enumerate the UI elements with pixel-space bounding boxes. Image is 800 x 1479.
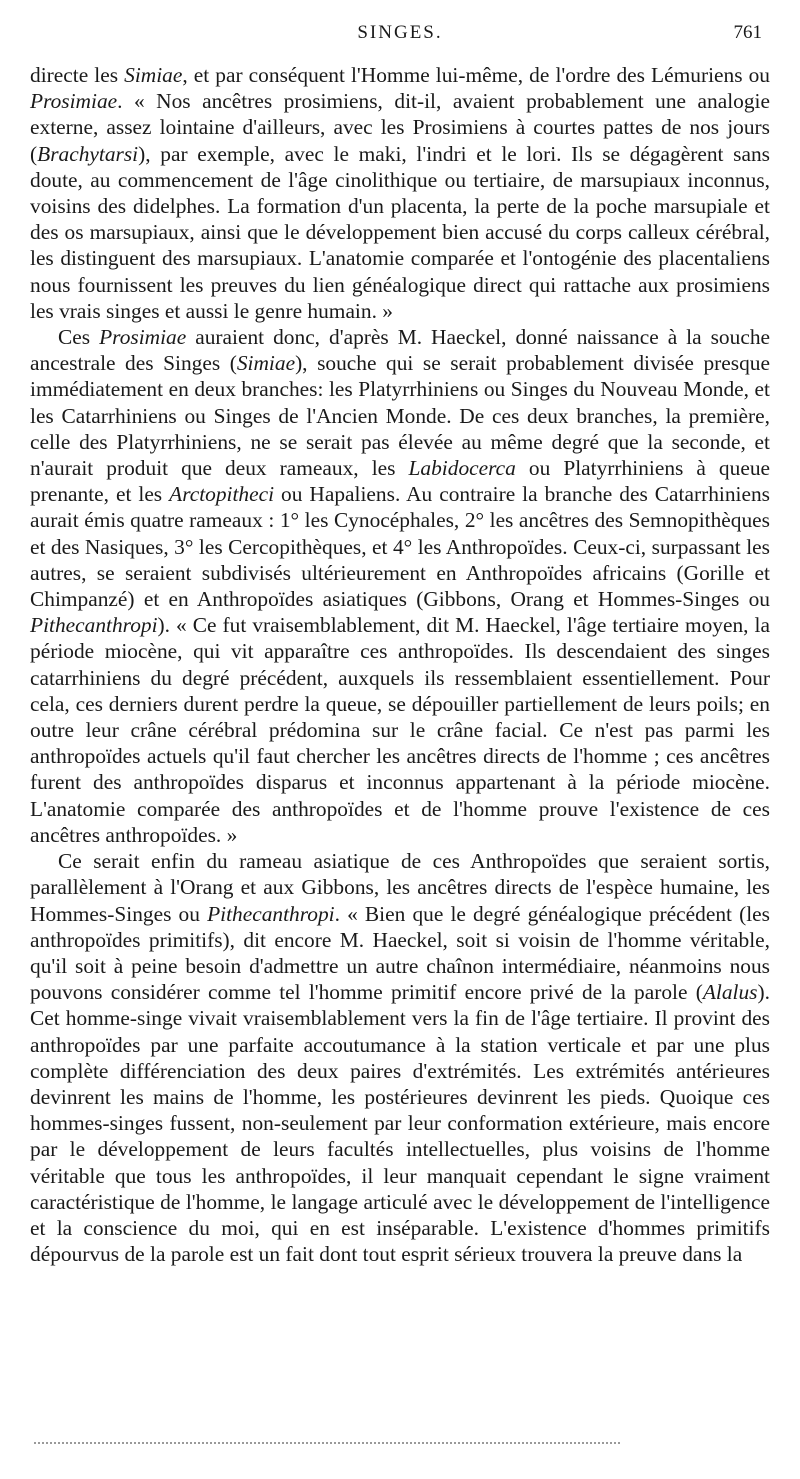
text-run: , et par conséquent l'Homme lui-même, de l'ordre des Lémuriens ou [182, 63, 770, 87]
italic-term: Prosimiae [30, 89, 118, 114]
paragraph [30, 848, 770, 1267]
paragraph [30, 62, 770, 324]
book-page [30, 22, 770, 1267]
body-text [30, 62, 770, 1267]
italic-term: Labidocerca [408, 456, 516, 481]
italic-term: Pithecanthropi [30, 613, 158, 638]
text-run: ). Cet homme-singe vivait vraisemblablement vers la fin de l'âge tertiaire. Il provint des anthropoïdes par une parfaite accoutumance à la station verticale et par une plus complète différenciation des deux paires d'extrémités. Les extrémités antérieures devinrent les mains de l'homme, les postérieures devinrent les pieds. Quoique ces hommes-singes fussent, non-seulement par leur conformation extérieure, mais encore par le développement de leurs facultés intellectuelles, plus voisins de l'homme véritable que tous les anthropoïdes, il leur manquait cependant le signe vraiment caractéristique de l'homme, le langage articulé avec le développement de l'intelligence et la conscience du moi, qui en est inséparable. L'existence d'hommes primitifs dépourvus de la parole est un fait dont tout esprit sérieux trouvera la preuve dans la [30, 980, 770, 1267]
footer-rule [34, 1442, 620, 1444]
running-head [30, 22, 770, 52]
italic-term: Simiae [124, 63, 183, 87]
italic-term: Arctopitheci [169, 482, 275, 507]
italic-term: Prosimiae [99, 325, 187, 350]
text-run: ou Hapaliens. Au contraire la branche des Catarrhiniens aurait émis quatre rameaux : 1° les Cynocéphales, 2° les ancêtres des Semnopithèques et des Nasiques, 3° les Cercopithèques, et 4° les Anthropoïdes. Ceux-ci, surpassant les autres, se seraient subdivisés ultérieurement en Anthropoïdes africains (Gorille et Chimpanzé) et en Anthropoïdes asiatiques (Gibbons, Orang et Hommes-Singes ou [30, 482, 770, 612]
text-run: ou Platyrrhiniens à queue prenante, et les [30, 456, 771, 507]
text-run: . « Bien que le degré généalogique précédent (les anthropoïdes primitifs), dit encore M. Haeckel, soit si voisin de l'homme véritable, qu'il soit à peine besoin d'admettre un autre chaînon intermédiaire, néanmoins nous pouvons considérer comme tel l'homme primitif encore privé de la parole ( [30, 901, 770, 1005]
italic-term: Pithecanthropi [207, 901, 335, 926]
page-number: 761 [733, 22, 762, 43]
running-title: SINGES. [357, 22, 443, 43]
text-run: directe les [30, 63, 125, 87]
text-run: . « Nos ancêtres prosimiens, dit-il, avaient probablement une analogie externe, assez lointaine d'ailleurs, avec les Prosimiens à courtes pattes de nos jours ( [30, 89, 770, 166]
text-run: Ce serait enfin du rameau asiatique de ces Anthropoïdes que seraient sortis, parallèlement à l'Orang et aux Gibbons, les ancêtres directs de l'espèce humaine, les Hommes-Singes ou [30, 849, 770, 926]
text-run: ), par exemple, avec le maki, l'indri et le lori. Ils se dégagèrent sans doute, au commencement de l'âge cinolithique ou tertiaire, de marsupiaux inconnus, voisins des didelphes. La formation d'un placenta, la perte de la poche marsupiale et des os marsupiaux, ainsi que le développement bien accusé du corps calleux cérébral, les distinguent des marsupiaux. L'anatomie comparée et l'ontogénie des placentaliens nous fournissent les preuves du lien généalogique direct qui rattache aux prosimiens les vrais singes et aussi le genre humain. » [30, 141, 770, 323]
italic-term: Simiae [236, 351, 296, 376]
text-run: ). « Ce fut vraisemblablement, dit M. Haeckel, l'âge tertiaire moyen, la période miocène, qui vit apparaître ces anthropoïdes. Ils descendaient des singes catarrhiniens du degré précédent, auxquels ils ressemblaient essentiellement. Pour cela, ces derniers durent perdre la queue, se dépouiller partiellement de leurs poils; en outre leur crâne cérébral prédomina sur le crâne facial. Ce n'est pas parmi les anthropoïdes actuels qu'il faut chercher les ancêtres directs de l'homme ; ces ancêtres furent des anthropoïdes disparus et inconnus appartenant à la période miocène. L'anatomie comparée des anthropoïdes et de l'homme prouve l'existence de ces ancêtres anthropoïdes. » [30, 613, 770, 847]
text-run: Ces [58, 325, 100, 350]
text-run: ), souche qui se serait probablement divisée presque immédiatement en deux branches: les Platyrrhiniens ou Singes du Nouveau Monde, et les Catarrhiniens ou Singes de l'Ancien Monde. De ces deux branches, la première, celle des Platyrrhiniens, ne se serait pas élevée au même degré que la seconde, et n'aurait produit que deux rameaux, les [30, 351, 770, 481]
italic-term: Alalus [702, 980, 758, 1005]
italic-term: Brachytarsi [37, 141, 139, 166]
paragraph [30, 324, 770, 848]
text-run: auraient donc, d'après M. Haeckel, donné naissance à la souche ancestrale des Singes ( [30, 325, 771, 376]
